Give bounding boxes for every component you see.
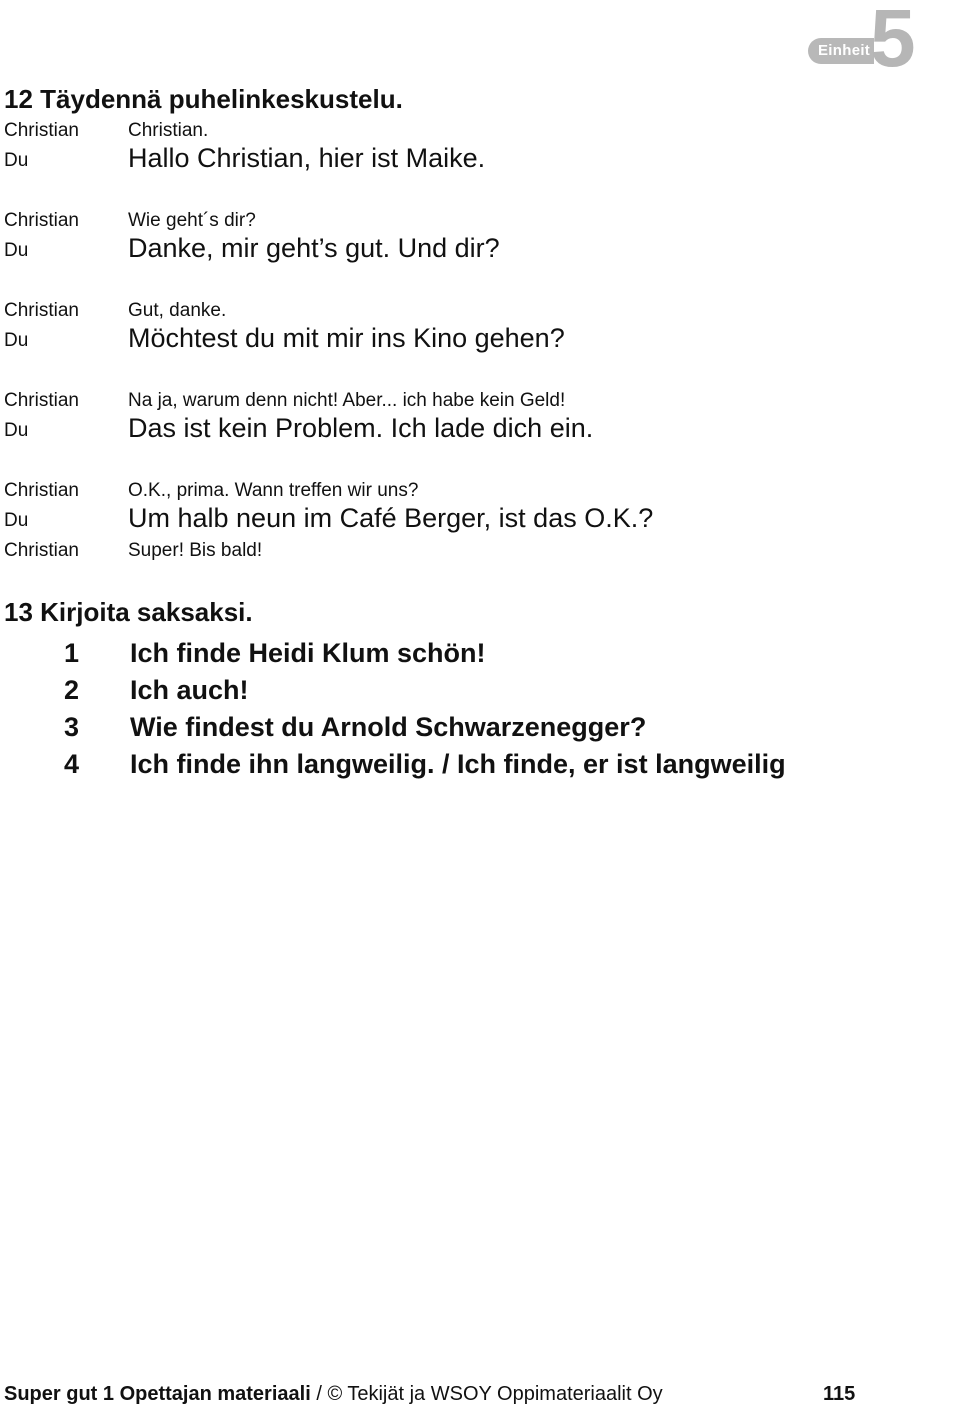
answer-text: Das ist kein Problem. Ich lade dich ein. xyxy=(128,413,594,443)
answer-text: Um halb neun im Café Berger, ist das O.K.? xyxy=(128,503,654,533)
speaker-label: Christian xyxy=(4,390,79,411)
answer-number: 2 xyxy=(64,675,80,705)
dialogue-text: Super! Bis bald! xyxy=(128,540,263,561)
answer-text: Hallo Christian, hier ist Maike. xyxy=(128,143,486,173)
page-footer xyxy=(4,1384,663,1404)
dialogue-text: Gut, danke. xyxy=(128,300,227,321)
footer-separator: / xyxy=(316,1383,322,1405)
speaker-label: Du xyxy=(4,420,29,441)
speaker-label: Du xyxy=(4,330,29,351)
speaker-label: Christian xyxy=(4,540,79,561)
dialogue-text: Wie geht´s dir? xyxy=(128,210,256,231)
unit-label: Einheit xyxy=(818,42,871,59)
unit-number: 5 xyxy=(870,0,916,84)
dialogue-text: O.K., prima. Wann treffen wir uns? xyxy=(128,480,419,501)
answer-number: 3 xyxy=(64,712,80,742)
answer-text: Danke, mir geht’s gut. Und dir? xyxy=(128,233,500,263)
exercise-13-title: 13 Kirjoita saksaksi. xyxy=(4,597,253,627)
answer-text: Ich auch! xyxy=(130,675,249,705)
answer-text: Möchtest du mit mir ins Kino gehen? xyxy=(128,323,565,353)
dialogue-text: Na ja, warum denn nicht! Aber... ich habe kein Geld! xyxy=(128,390,566,411)
speaker-label: Du xyxy=(4,510,29,531)
book-title: Super gut 1 Opettajan materiaali xyxy=(4,1383,311,1405)
answer-text: Ich finde Heidi Klum schön! xyxy=(130,638,486,668)
exercise-12-title: 12 Täydennä puhelinkeskustelu. xyxy=(4,84,403,114)
unit-label-pill xyxy=(808,38,874,64)
copyright-text: © Tekijät ja WSOY Oppimateriaalit Oy xyxy=(327,1383,663,1405)
speaker-label: Christian xyxy=(4,210,79,231)
answer-text: Ich finde ihn langweilig. / Ich finde, er ist langweilig xyxy=(130,749,786,779)
speaker-label: Christian xyxy=(4,300,79,321)
page-number: 115 xyxy=(823,1383,856,1405)
answer-text: Wie findest du Arnold Schwarzenegger? xyxy=(130,712,647,742)
speaker-label: Christian xyxy=(4,120,79,141)
speaker-label: Du xyxy=(4,240,29,261)
unit-badge xyxy=(808,0,960,84)
answer-number: 1 xyxy=(64,638,80,668)
speaker-label: Christian xyxy=(4,480,79,501)
speaker-label: Du xyxy=(4,150,29,171)
answer-number: 4 xyxy=(64,749,80,779)
dialogue-text: Christian. xyxy=(128,120,209,141)
